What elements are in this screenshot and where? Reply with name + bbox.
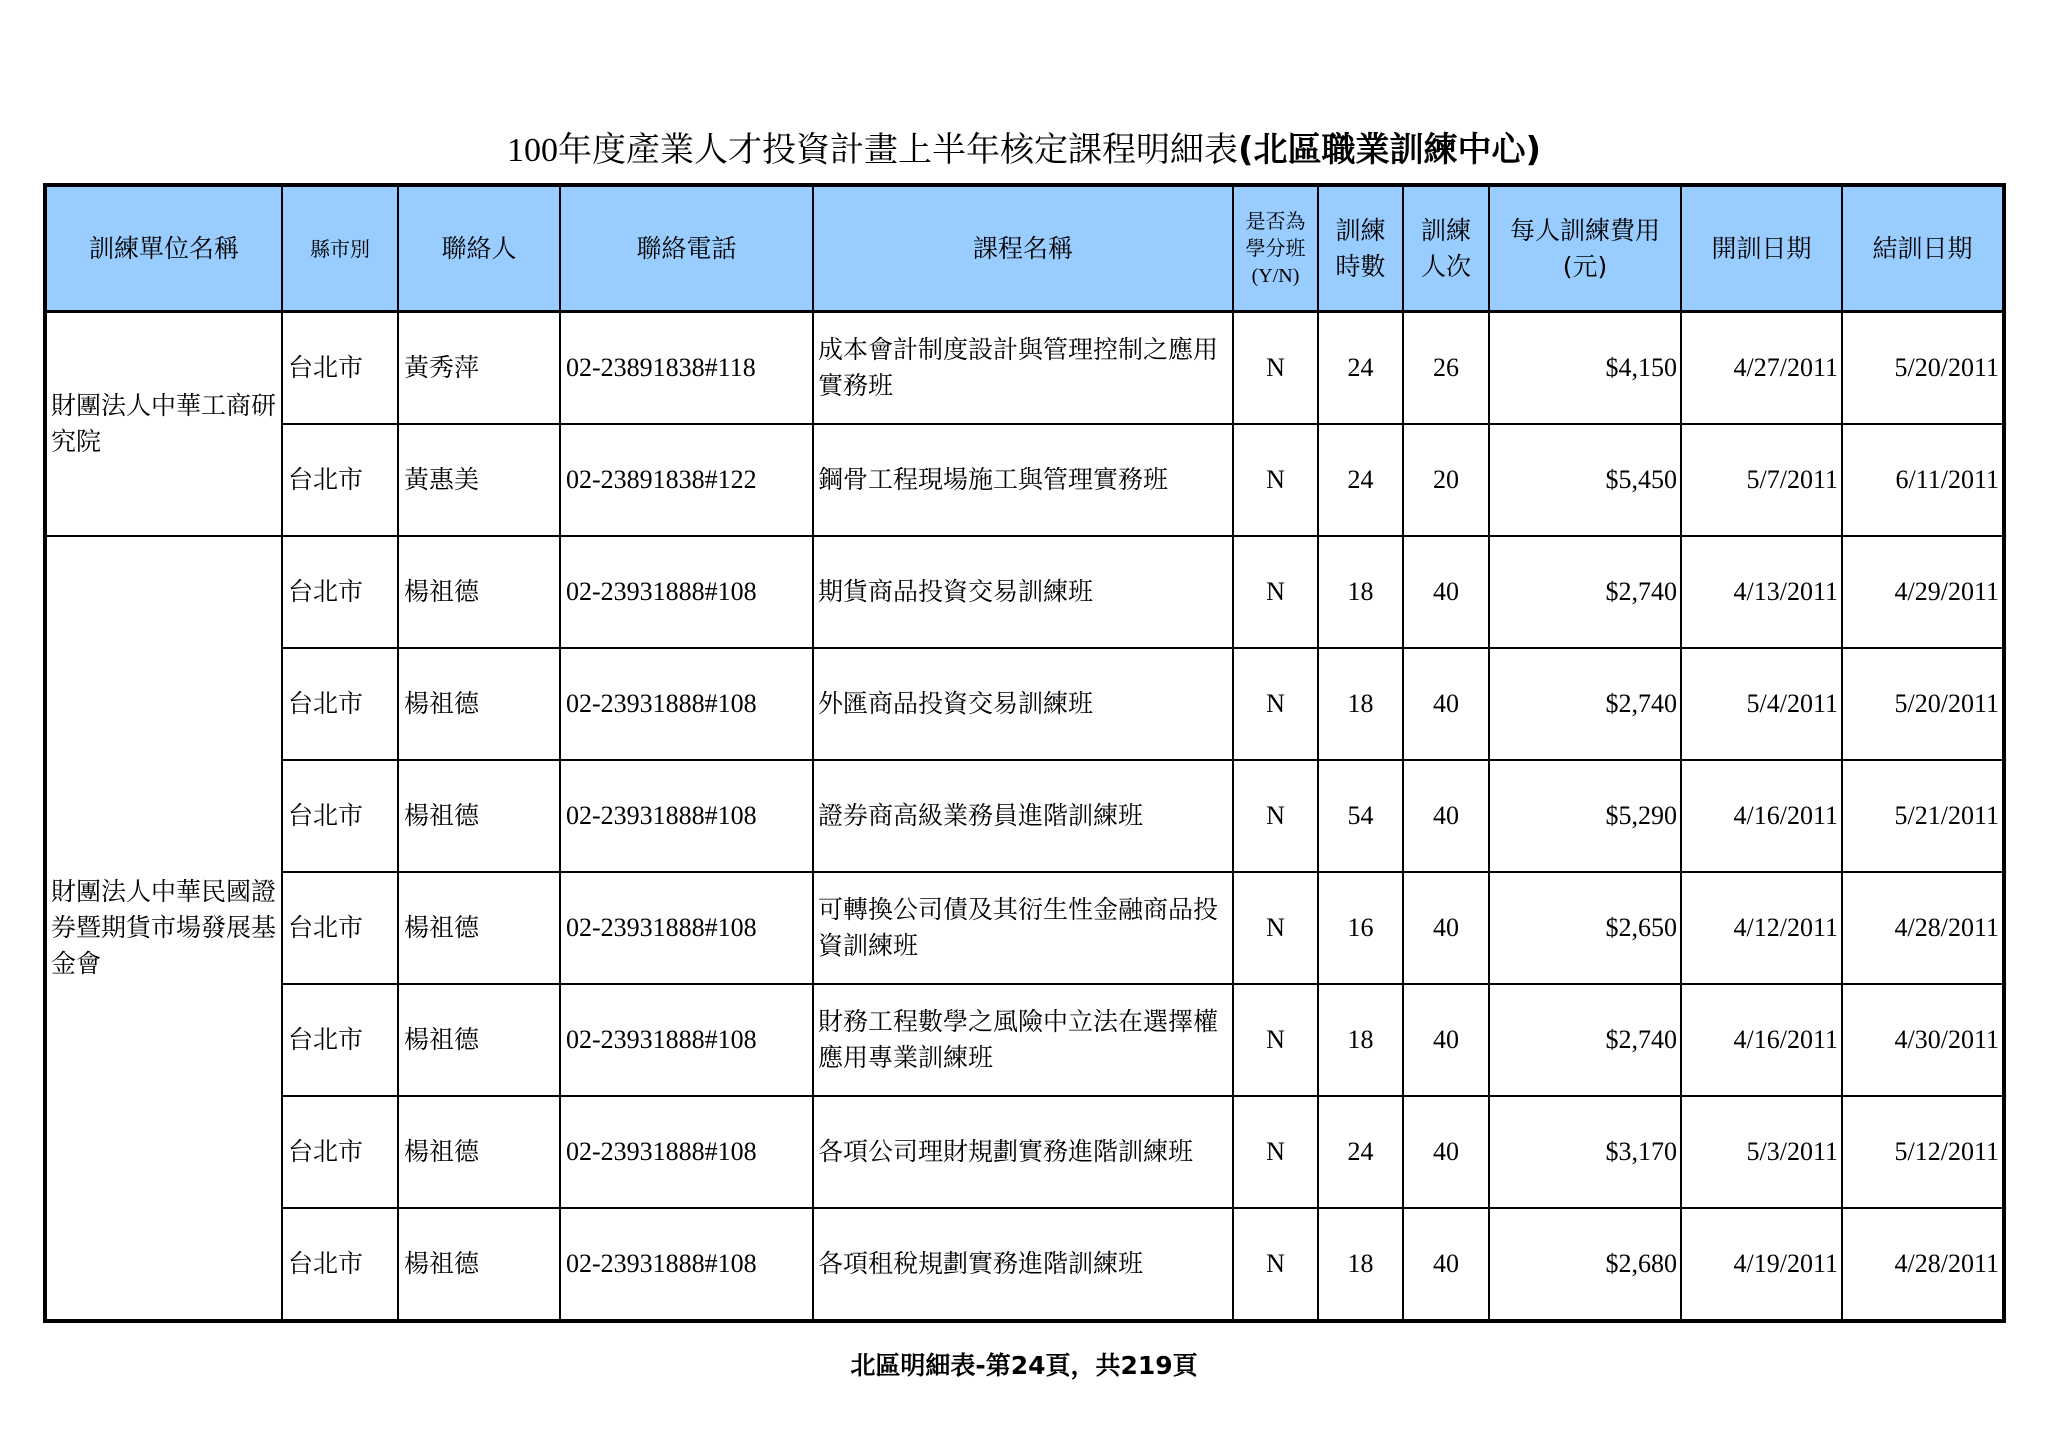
phone-cell: 02-23891838#122 — [560, 424, 813, 536]
contact-cell: 楊祖德 — [398, 872, 560, 984]
title-suffix: (北區職業訓練中心) — [1237, 130, 1542, 170]
contact-cell: 楊祖德 — [398, 1096, 560, 1208]
fee-cell: $2,740 — [1489, 536, 1681, 648]
contact-cell: 黃秀萍 — [398, 312, 560, 425]
fee-cell: $2,740 — [1489, 648, 1681, 760]
table-row — [45, 984, 2004, 1096]
end-date-cell: 4/29/2011 — [1842, 536, 2004, 648]
course-cell: 財務工程數學之風險中立法在選擇權應用專業訓練班 — [813, 984, 1233, 1096]
contact-cell: 楊祖德 — [398, 648, 560, 760]
course-cell: 各項租稅規劃實務進階訓練班 — [813, 1208, 1233, 1321]
header-hours-line1: 訓練 — [1335, 215, 1386, 245]
fee-cell: $5,450 — [1489, 424, 1681, 536]
header-contact: 聯絡人 — [398, 185, 560, 312]
people-cell: 20 — [1403, 424, 1489, 536]
credit-cell: N — [1233, 648, 1318, 760]
people-cell: 26 — [1403, 312, 1489, 425]
start-date-cell: 5/3/2011 — [1681, 1096, 1842, 1208]
table-row — [45, 760, 2004, 872]
header-credit-line1: 是否為 — [1245, 208, 1306, 233]
table-row — [45, 312, 2004, 425]
county-cell: 台北市 — [282, 1096, 398, 1208]
header-end: 結訓日期 — [1842, 185, 2004, 312]
contact-cell: 黃惠美 — [398, 424, 560, 536]
org-name: 財團法人中華工商研究院 — [45, 312, 282, 537]
hours-cell: 18 — [1318, 1208, 1403, 1321]
people-cell: 40 — [1403, 648, 1489, 760]
course-cell: 外匯商品投資交易訓練班 — [813, 648, 1233, 760]
fee-cell: $4,150 — [1489, 312, 1681, 425]
phone-cell: 02-23931888#108 — [560, 984, 813, 1096]
start-date-cell: 4/27/2011 — [1681, 312, 1842, 425]
course-cell: 期貨商品投資交易訓練班 — [813, 536, 1233, 648]
hours-cell: 18 — [1318, 648, 1403, 760]
start-date-cell: 4/16/2011 — [1681, 984, 1842, 1096]
people-cell: 40 — [1403, 1208, 1489, 1321]
header-county: 縣市別 — [282, 185, 398, 312]
credit-cell: N — [1233, 1096, 1318, 1208]
credit-cell: N — [1233, 1208, 1318, 1321]
end-date-cell: 4/28/2011 — [1842, 1208, 2004, 1321]
fee-cell: $3,170 — [1489, 1096, 1681, 1208]
fee-cell: $2,740 — [1489, 984, 1681, 1096]
people-cell: 40 — [1403, 872, 1489, 984]
org-name: 財團法人中華民國證券暨期貨市場發展基金會 — [45, 536, 282, 1321]
contact-cell: 楊祖德 — [398, 760, 560, 872]
hours-cell: 24 — [1318, 424, 1403, 536]
page-title — [0, 128, 2048, 173]
county-cell: 台北市 — [282, 984, 398, 1096]
header-fee — [1489, 185, 1681, 312]
hours-cell: 16 — [1318, 872, 1403, 984]
header-course: 課程名稱 — [813, 185, 1233, 312]
credit-cell: N — [1233, 984, 1318, 1096]
end-date-cell: 5/12/2011 — [1842, 1096, 2004, 1208]
title-year: 100 — [506, 132, 558, 169]
credit-cell: N — [1233, 424, 1318, 536]
county-cell: 台北市 — [282, 872, 398, 984]
start-date-cell: 4/19/2011 — [1681, 1208, 1842, 1321]
hours-cell: 18 — [1318, 536, 1403, 648]
title-main: 年度產業人才投資計畫上半年核定課程明細表 — [557, 130, 1238, 170]
county-cell: 台北市 — [282, 424, 398, 536]
header-people-line2: 人次 — [1420, 251, 1471, 281]
course-cell: 證券商高級業務員進階訓練班 — [813, 760, 1233, 872]
header-fee-line1: 每人訓練費用 — [1509, 215, 1660, 245]
people-cell: 40 — [1403, 1096, 1489, 1208]
end-date-cell: 5/21/2011 — [1842, 760, 2004, 872]
county-cell: 台北市 — [282, 536, 398, 648]
table-row — [45, 1208, 2004, 1321]
end-date-cell: 5/20/2011 — [1842, 648, 2004, 760]
course-cell: 鋼骨工程現場施工與管理實務班 — [813, 424, 1233, 536]
county-cell: 台北市 — [282, 760, 398, 872]
credit-cell: N — [1233, 872, 1318, 984]
fee-cell: $2,650 — [1489, 872, 1681, 984]
start-date-cell: 4/13/2011 — [1681, 536, 1842, 648]
hours-cell: 18 — [1318, 984, 1403, 1096]
contact-cell: 楊祖德 — [398, 984, 560, 1096]
hours-cell: 24 — [1318, 312, 1403, 425]
table-row — [45, 536, 2004, 648]
header-credit — [1233, 185, 1318, 312]
header-hours — [1318, 185, 1403, 312]
page-footer: 北區明細表-第24頁，共219頁 — [850, 1351, 1198, 1380]
contact-cell: 楊祖德 — [398, 1208, 560, 1321]
start-date-cell: 5/7/2011 — [1681, 424, 1842, 536]
people-cell: 40 — [1403, 760, 1489, 872]
phone-cell: 02-23931888#108 — [560, 648, 813, 760]
header-credit-line2: 學分班 — [1245, 235, 1306, 260]
end-date-cell: 5/20/2011 — [1842, 312, 2004, 425]
start-date-cell: 4/12/2011 — [1681, 872, 1842, 984]
header-org: 訓練單位名稱 — [45, 185, 282, 312]
header-people-line1: 訓練 — [1420, 215, 1471, 245]
contact-cell: 楊祖德 — [398, 536, 560, 648]
people-cell: 40 — [1403, 984, 1489, 1096]
phone-cell: 02-23931888#108 — [560, 872, 813, 984]
table-row — [45, 872, 2004, 984]
county-cell: 台北市 — [282, 648, 398, 760]
header-row — [45, 185, 2004, 312]
credit-cell: N — [1233, 536, 1318, 648]
credit-cell: N — [1233, 760, 1318, 872]
hours-cell: 24 — [1318, 1096, 1403, 1208]
phone-cell: 02-23931888#108 — [560, 1208, 813, 1321]
header-start: 開訓日期 — [1681, 185, 1842, 312]
fee-cell: $5,290 — [1489, 760, 1681, 872]
table-row — [45, 648, 2004, 760]
phone-cell: 02-23891838#118 — [560, 312, 813, 425]
course-cell: 成本會計制度設計與管理控制之應用實務班 — [813, 312, 1233, 425]
end-date-cell: 6/11/2011 — [1842, 424, 2004, 536]
end-date-cell: 4/28/2011 — [1842, 872, 2004, 984]
people-cell: 40 — [1403, 536, 1489, 648]
start-date-cell: 4/16/2011 — [1681, 760, 1842, 872]
header-fee-line2: (元) — [1562, 251, 1608, 281]
phone-cell: 02-23931888#108 — [560, 760, 813, 872]
fee-cell: $2,680 — [1489, 1208, 1681, 1321]
end-date-cell: 4/30/2011 — [1842, 984, 2004, 1096]
county-cell: 台北市 — [282, 1208, 398, 1321]
header-phone: 聯絡電話 — [560, 185, 813, 312]
credit-cell: N — [1233, 312, 1318, 425]
start-date-cell: 5/4/2011 — [1681, 648, 1842, 760]
header-people — [1403, 185, 1489, 312]
course-cell: 各項公司理財規劃實務進階訓練班 — [813, 1096, 1233, 1208]
phone-cell: 02-23931888#108 — [560, 536, 813, 648]
course-cell: 可轉換公司債及其衍生性金融商品投資訓練班 — [813, 872, 1233, 984]
table-row — [45, 1096, 2004, 1208]
course-table — [43, 183, 2006, 1323]
hours-cell: 54 — [1318, 760, 1403, 872]
header-hours-line2: 時數 — [1335, 251, 1386, 281]
header-credit-line3: (Y/N) — [1251, 264, 1300, 287]
county-cell: 台北市 — [282, 312, 398, 425]
phone-cell: 02-23931888#108 — [560, 1096, 813, 1208]
table-row — [45, 424, 2004, 536]
